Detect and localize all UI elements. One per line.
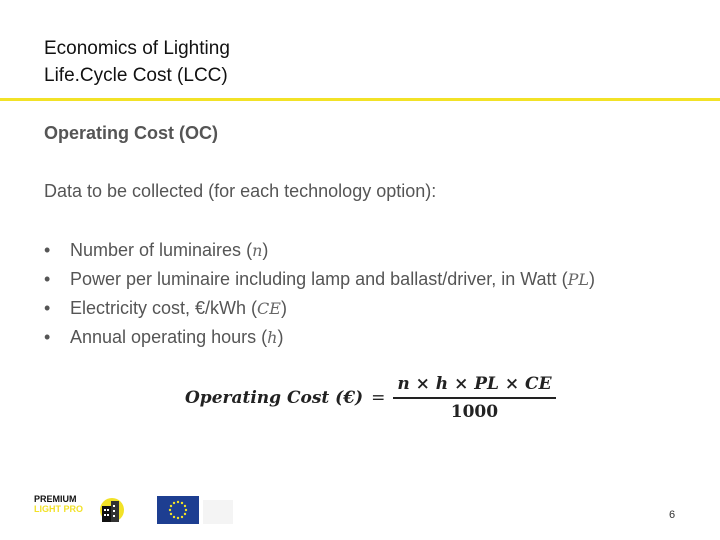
logo-text-premium: PREMIUM	[34, 494, 77, 504]
bullet-text: Annual operating hours (	[70, 327, 268, 347]
building-icon	[96, 496, 124, 524]
bullet-close: )	[262, 240, 269, 260]
logo-text-lightpro: LIGHT PRO	[34, 504, 83, 514]
formula-denominator: 1000	[450, 401, 499, 422]
title-line-2: Life.Cycle Cost (LCC)	[44, 65, 228, 86]
bullet-close: )	[280, 298, 287, 318]
eu-stars-icon	[157, 496, 199, 524]
formula-lhs: Operating Cost (€)	[185, 387, 364, 408]
bullet-symbol: n	[252, 241, 263, 260]
bullet-text: Power per luminaire including lamp and ballast/driver, in Watt (	[70, 269, 568, 289]
bullet-symbol: PL	[567, 270, 589, 289]
slide-title	[44, 35, 230, 89]
bullet-text: Electricity cost, €/kWh (	[70, 298, 258, 318]
section-heading: Operating Cost (OC)	[44, 123, 218, 143]
eu-flag-icon	[157, 496, 199, 524]
intro-text: Data to be collected (for each technology option):	[44, 181, 437, 201]
bullet-item: • Power per luminaire including lamp and ballast/driver, in Watt (PL)	[44, 269, 595, 289]
title-divider	[0, 98, 720, 101]
bullet-close: )	[588, 269, 595, 289]
bullet-symbol: h	[267, 328, 278, 347]
formula-fraction	[393, 374, 555, 422]
bullet-item: • Electricity cost, €/kWh (CE)	[44, 298, 287, 318]
bullet-item: • Number of luminaires (n)	[44, 240, 269, 260]
bullet-item: • Annual operating hours (h)	[44, 327, 284, 347]
formula-numerator: n × h × PL × CE	[397, 374, 552, 394]
bullet-close: )	[277, 327, 284, 347]
title-line-1: Economics of Lighting	[44, 38, 230, 59]
operating-cost-formula	[185, 374, 556, 422]
formula-equals: =	[371, 387, 386, 408]
premium-light-pro-logo-icon	[34, 494, 126, 526]
eu-funding-text-image	[203, 500, 233, 524]
bullet-text: Number of luminaires (	[70, 240, 253, 260]
page-number: 6	[669, 509, 676, 521]
bullet-list	[44, 236, 595, 352]
bullet-symbol: CE	[257, 299, 281, 318]
